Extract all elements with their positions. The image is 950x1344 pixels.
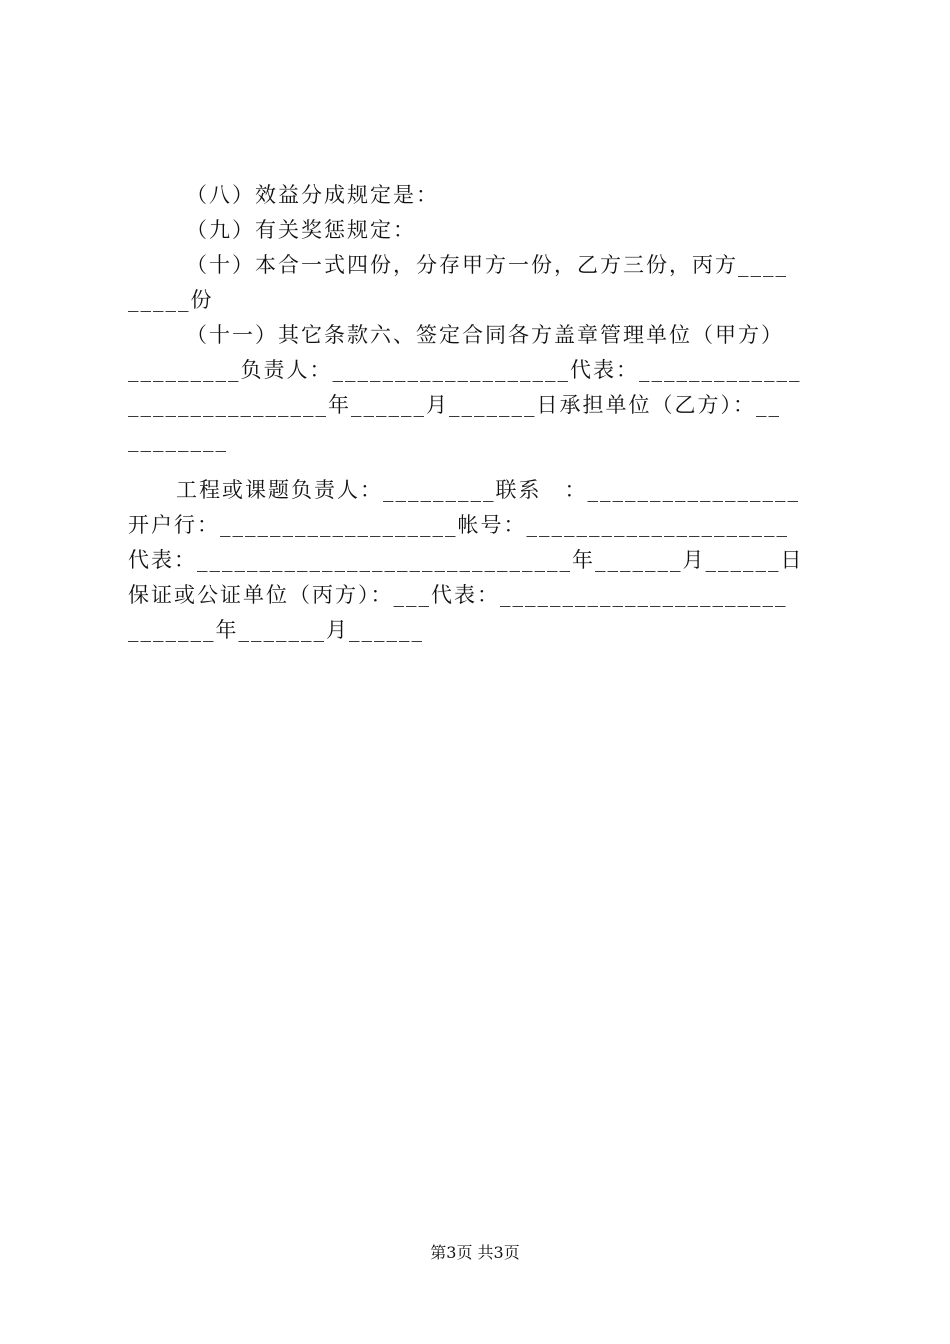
clause-11-line: （十一）其它条款六、签定合同各方盖章管理单位（甲方） <box>186 323 784 347</box>
party-a-date-party-b-line: ________________年______月_______日承担单位（乙方）：__ <box>128 393 781 417</box>
party-c-date-line: _______年_______月______ <box>128 618 424 642</box>
party-b-continuation: ________ <box>128 428 228 452</box>
page-number-footer: 第3页 共3页 <box>430 1243 520 1262</box>
bank-account-line: 开户行：___________________帐号：_____________________ <box>128 513 789 537</box>
project-lead-line: 工程或课题负责人：_________联系 ：_________________ <box>176 478 800 502</box>
clause-10-line: （十）本合一式四份，分存甲方一份，乙方三份，丙方____ <box>186 253 788 277</box>
clause-9-line: （九）有关奖惩规定： <box>186 218 416 242</box>
party-a-signature-line: _________负责人：___________________代表：_____________ <box>128 358 802 382</box>
clause-8-line: （八）效益分成规定是： <box>186 183 439 207</box>
representative-date-line: 代表：______________________________年_______月______日 <box>128 548 804 572</box>
party-c-line: 保证或公证单位（丙方）：___代表：_______________________ <box>128 583 788 607</box>
contract-body <box>128 178 832 648</box>
clause-10-continuation: _____份 <box>128 288 214 312</box>
